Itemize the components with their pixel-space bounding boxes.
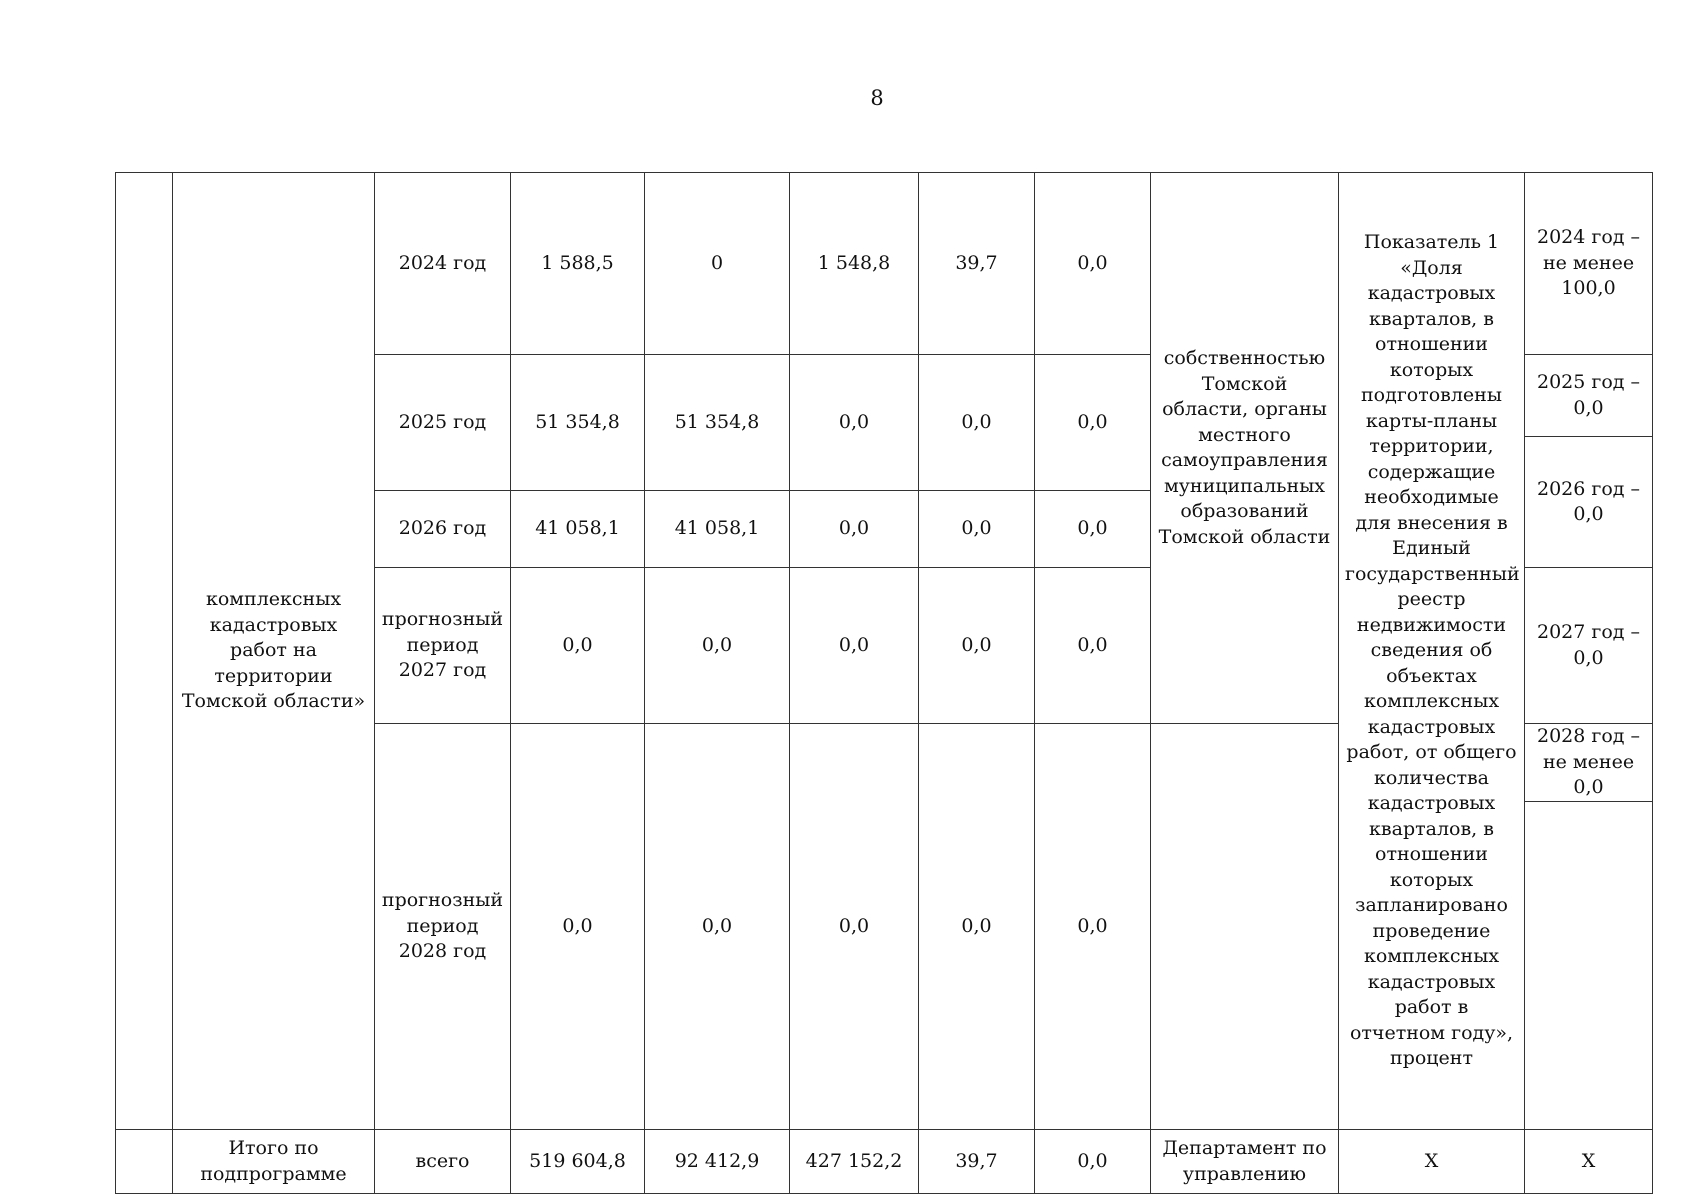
indicator-cell: Х — [1339, 1130, 1525, 1194]
target-cell: Х — [1525, 1130, 1653, 1194]
federal-budget-cell: 41 058,1 — [645, 491, 790, 568]
local-budget-cell: 0,0 — [919, 355, 1035, 491]
total-row — [116, 1130, 1653, 1194]
target-cell-2028: 2028 год – не менее 0,0 — [1525, 724, 1653, 802]
period-cell: 2025 год — [375, 355, 511, 491]
local-budget-cell: 39,7 — [919, 173, 1035, 355]
regional-budget-cell: 1 548,8 — [790, 173, 919, 355]
period-cell: всего — [375, 1130, 511, 1194]
other-sources-cell: 0,0 — [1035, 173, 1151, 355]
total-cell: 41 058,1 — [511, 491, 645, 568]
total-cell: 0,0 — [511, 568, 645, 724]
target-cell-2024: 2024 год – не менее 100,0 — [1525, 173, 1653, 355]
target-cell-2026: 2026 год – 0,0 — [1525, 437, 1653, 568]
federal-budget-cell: 0,0 — [645, 568, 790, 724]
responsible-cell: собственностью Томской области, органы местного самоуправления муниципальных образований Томской области — [1151, 173, 1339, 724]
regional-budget-cell: 0,0 — [790, 568, 919, 724]
number-cell — [116, 173, 173, 1130]
local-budget-cell: 0,0 — [919, 724, 1035, 1130]
federal-budget-cell: 0,0 — [645, 724, 790, 1130]
total-cell: 1 588,5 — [511, 173, 645, 355]
other-sources-cell: 0,0 — [1035, 1130, 1151, 1194]
total-cell: 0,0 — [511, 724, 645, 1130]
indicator-cell: Показатель 1 «Доля кадастровых кварталов, в отношении которых подготовлены карты-планы территории, содержащие необходимые для внесения в Единый государственный реестр недвижимости сведения об объектах комплексных кадастровых работ, от общего количества кадастровых кварталов, в отношении которых запланировано проведение комплексных кадастровых работ в отчетном году», процент — [1339, 173, 1525, 1130]
responsible-cell: Департамент по управлению — [1151, 1130, 1339, 1194]
page-number: 8 — [870, 86, 884, 110]
target-empty-cell — [1525, 802, 1653, 1130]
table-row — [116, 173, 1653, 355]
period-cell: 2026 год — [375, 491, 511, 568]
period-cell: прогнозный период 2028 год — [375, 724, 511, 1130]
subprogram-finance-table — [115, 172, 1653, 1194]
regional-budget-cell: 0,0 — [790, 724, 919, 1130]
regional-budget-cell: 427 152,2 — [790, 1130, 919, 1194]
local-budget-cell: 39,7 — [919, 1130, 1035, 1194]
local-budget-cell: 0,0 — [919, 491, 1035, 568]
federal-budget-cell: 92 412,9 — [645, 1130, 790, 1194]
other-sources-cell: 0,0 — [1035, 724, 1151, 1130]
federal-budget-cell: 0 — [645, 173, 790, 355]
local-budget-cell: 0,0 — [919, 568, 1035, 724]
responsible-empty-cell — [1151, 724, 1339, 1130]
target-cell-2025: 2025 год – 0,0 — [1525, 355, 1653, 437]
regional-budget-cell: 0,0 — [790, 491, 919, 568]
other-sources-cell: 0,0 — [1035, 355, 1151, 491]
subprogram-name-cell: комплексных кадастровых работ на территории Томской области» — [173, 173, 375, 1130]
other-sources-cell: 0,0 — [1035, 568, 1151, 724]
target-cell-2027: 2027 год – 0,0 — [1525, 568, 1653, 724]
number-cell — [116, 1130, 173, 1194]
period-cell: прогнозный период 2027 год — [375, 568, 511, 724]
total-cell: 51 354,8 — [511, 355, 645, 491]
regional-budget-cell: 0,0 — [790, 355, 919, 491]
federal-budget-cell: 51 354,8 — [645, 355, 790, 491]
other-sources-cell: 0,0 — [1035, 491, 1151, 568]
total-label-cell: Итого по подпрограмме — [173, 1130, 375, 1194]
total-cell: 519 604,8 — [511, 1130, 645, 1194]
period-cell: 2024 год — [375, 173, 511, 355]
